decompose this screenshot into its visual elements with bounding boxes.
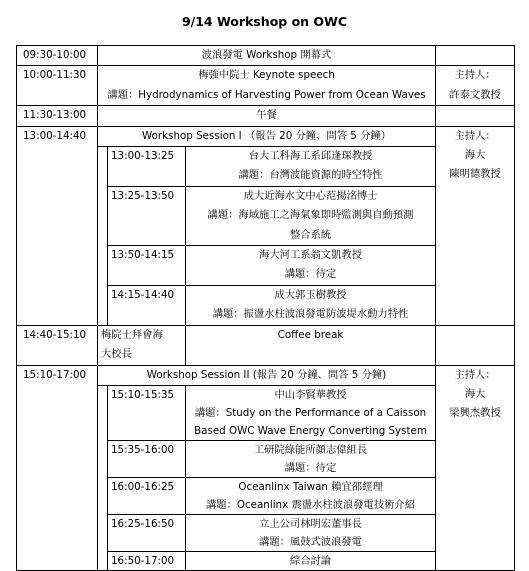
table-row [17, 126, 515, 146]
talk-topic: 講題：海域施工之海氣象即時監測與自動預測 [207, 209, 414, 222]
chair-cell [436, 106, 515, 126]
event-cell: Coffee break [186, 325, 436, 365]
document-title: 9/14 Workshop on OWC [181, 14, 348, 29]
time-cell: 14:40-15:10 [17, 325, 98, 365]
talk-topic-cont: Based OWC Wave Energy Converting System [194, 424, 427, 437]
event-cell [98, 66, 436, 106]
chair-affiliation: 海大 [464, 387, 486, 400]
event-cell: 午餐 [98, 106, 436, 126]
keynote-speaker: 梅強中院士 Keynote speech [198, 69, 335, 82]
talk-speaker: 成大郭玉樹教授 [274, 288, 347, 301]
talk-topic: 講題：風鼓式波浪發電 [259, 535, 362, 548]
talk-time: 15:35-16:00 [108, 440, 186, 477]
chair-name: 梁興杰教授 [449, 407, 501, 420]
visit-line: 梅院士拜會海 [101, 328, 163, 341]
talk-topic: 講題：台灣波能資源的時空特性 [238, 169, 383, 182]
chair-label: 主持人： [454, 69, 496, 82]
talk-topic: 講題：待定 [284, 461, 337, 474]
visit-cell [98, 325, 186, 365]
talk-speaker: 成大近海水文中心范揚洺博士 [243, 189, 378, 202]
event-cell: 波浪發電 Workshop 開幕式 [98, 46, 436, 66]
table-row [17, 365, 515, 385]
talk-time: 14:15-14:40 [108, 285, 186, 325]
chair-cell [436, 46, 515, 66]
schedule-table [16, 45, 515, 571]
time-cell: 13:00-14:40 [17, 126, 98, 325]
talk-cell [186, 385, 436, 440]
table-row [17, 46, 515, 66]
talk-cell [186, 246, 436, 286]
time-cell: 11:30-13:00 [17, 106, 98, 126]
talk-time: 16:25-16:50 [108, 514, 186, 551]
talk-topic: 講題：振盪水柱波浪發電防波堤水動力特性 [212, 308, 409, 321]
talk-cell [186, 285, 436, 325]
keynote-topic: 講題：Hydrodynamics of Harvesting Power from Ocean Waves [107, 88, 426, 101]
chair-name: 許泰文教授 [449, 88, 501, 101]
session-header: Workshop Session I （報告 20 分鐘、問答 5 分鐘） [98, 126, 436, 146]
time-cell: 10:00-11:30 [17, 66, 98, 106]
visit-line: 大校長 [101, 348, 132, 361]
talk-time: 16:00-16:25 [108, 477, 186, 514]
talk-cell [186, 186, 436, 245]
time-cell: 09:30-10:00 [17, 46, 98, 66]
talk-cell [186, 477, 436, 514]
indent-cell [98, 147, 108, 326]
chair-label: 主持人： [454, 129, 496, 142]
time-cell: 15:10-17:00 [17, 365, 98, 570]
talk-cell [186, 551, 436, 570]
talk-topic: 講題：Oceanlinx 震盪水柱波浪發電技術介紹 [206, 498, 416, 511]
chair-cell [436, 325, 515, 365]
talk-topic-cont: 整合系統 [289, 228, 332, 241]
chair-cell [436, 365, 515, 570]
talk-speaker: 中山李賢華教授 [274, 388, 347, 401]
talk-topic: 講題：待定 [284, 268, 337, 281]
talk-time: 13:50-14:15 [108, 246, 186, 286]
talk-speaker: Oceanlinx Taiwan 賴宜邵經理 [238, 480, 383, 493]
chair-cell [436, 66, 515, 106]
talk-cell [186, 514, 436, 551]
chair-label: 主持人： [454, 368, 496, 381]
chair-affiliation: 海大 [464, 149, 486, 162]
talk-time: 13:00-13:25 [108, 147, 186, 187]
table-row [17, 325, 515, 365]
chair-cell [436, 126, 515, 325]
talk-time: 15:10-15:35 [108, 385, 186, 440]
chair-name: 陳明德教授 [449, 168, 501, 181]
indent-cell [98, 385, 108, 570]
talk-speaker: 立上公司林明宏董事長 [259, 517, 362, 530]
talk-topic: 講題：Study on the Performance of a Caisson [194, 406, 427, 419]
table-row [17, 66, 515, 106]
talk-cell [186, 147, 436, 187]
talk-speaker: 台大工科海工系邱逢琛教授 [248, 150, 373, 163]
talk-speaker: 綜合討論 [289, 554, 332, 567]
talk-time: 16:50-17:00 [108, 551, 186, 570]
talk-speaker: 工研院綠能所顏志偉組長 [253, 443, 368, 456]
talk-speaker: 海大河工系翁文凱教授 [259, 249, 362, 262]
talk-cell [186, 440, 436, 477]
table-row [17, 106, 515, 126]
talk-time: 13:25-13:50 [108, 186, 186, 245]
session-header: Workshop Session II (報告 20 分鐘、問答 5 分鐘) [98, 365, 436, 385]
